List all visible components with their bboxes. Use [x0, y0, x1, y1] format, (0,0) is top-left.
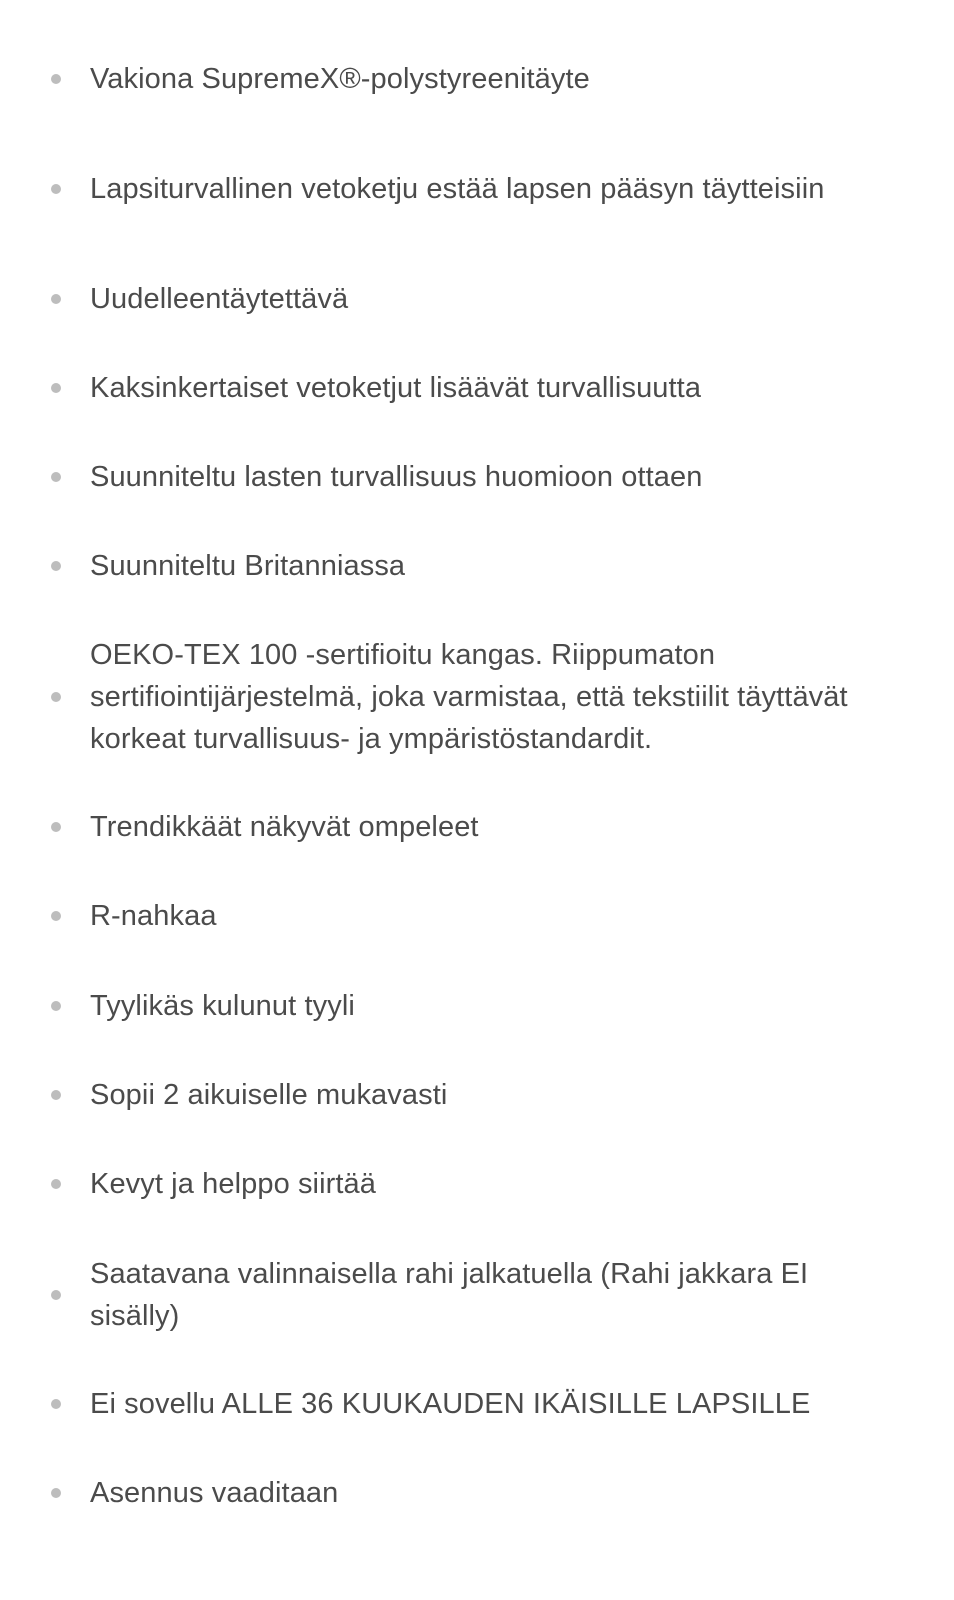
bullet-icon — [51, 911, 61, 921]
list-item — [0, 1163, 954, 1205]
list-item — [0, 367, 954, 409]
list-item-text: Suunniteltu Britanniassa — [90, 550, 406, 582]
bullet-icon — [51, 1488, 61, 1498]
list-item-text: Saatavana valinnaisella rahi jalkatuella (Rahi jakkara EI sisälly) — [90, 1258, 809, 1332]
bullet-icon — [51, 1399, 61, 1409]
bullet-icon — [51, 294, 61, 304]
bullet-icon — [51, 561, 61, 571]
list-item-text: R-nahkaa — [90, 900, 217, 932]
list-item — [0, 634, 954, 760]
list-item — [0, 1383, 954, 1425]
list-item-text: Kaksinkertaiset vetoketjut lisäävät turvallisuutta — [90, 372, 702, 404]
bullet-icon — [51, 1290, 61, 1300]
list-item-text: Sopii 2 aikuiselle mukavasti — [90, 1079, 448, 1111]
list-item-text: Asennus vaaditaan — [90, 1477, 339, 1509]
list-item-text: Uudelleentäytettävä — [90, 283, 349, 315]
bullet-icon — [51, 1179, 61, 1189]
list-item — [0, 456, 954, 498]
list-item-text: Trendikkäät näkyvät ompeleet — [90, 811, 479, 843]
bullet-icon — [51, 1001, 61, 1011]
list-item-text: Tyylikäs kulunut tyyli — [90, 990, 355, 1022]
bullet-icon — [51, 1090, 61, 1100]
list-item-text: Kevyt ja helppo siirtää — [90, 1168, 377, 1200]
list-item-text: OEKO-TEX 100 -sertifioitu kangas. Riippumaton sertifiointijärjestelmä, joka varmistaa, että tekstiilit täyttävät korkeat turvallisuus- ja ympäristöstandardit. — [90, 639, 848, 755]
list-item — [0, 895, 954, 937]
list-item — [0, 1074, 954, 1116]
bullet-icon — [51, 74, 61, 84]
list-item-text: Suunniteltu lasten turvallisuus huomioon ottaen — [90, 461, 703, 493]
list-item-text: Ei sovellu ALLE 36 KUUKAUDEN IKÄISILLE LAPSILLE — [90, 1388, 811, 1420]
list-item — [0, 58, 954, 100]
bullet-icon — [51, 822, 61, 832]
list-item — [0, 278, 954, 320]
bullet-icon — [51, 383, 61, 393]
bullet-icon — [51, 692, 61, 702]
list-item — [0, 806, 954, 848]
list-item — [0, 985, 954, 1027]
bullet-icon — [51, 184, 61, 194]
list-item — [0, 1253, 954, 1337]
list-item — [0, 1472, 954, 1514]
list-item-text: Lapsiturvallinen vetoketju estää lapsen pääsyn täytteisiin — [90, 173, 825, 205]
list-item — [0, 147, 954, 231]
list-item-text: Vakiona SupremeX®-polystyreenitäyte — [90, 63, 590, 95]
list-item — [0, 545, 954, 587]
bullet-icon — [51, 472, 61, 482]
